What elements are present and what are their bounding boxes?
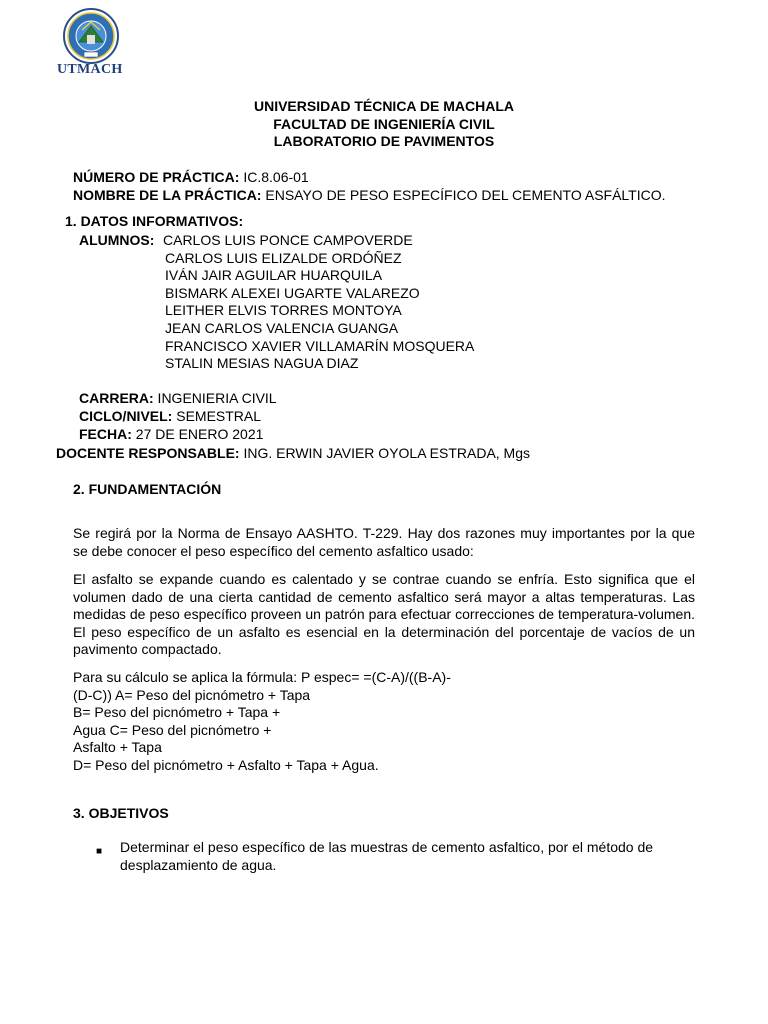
cycle-label: CICLO/NIVEL: xyxy=(79,408,173,424)
formula-line: B= Peso del picnómetro + Tapa + xyxy=(73,704,281,721)
paragraph-line: medidas de peso específico proveen un patrón para efectuar correcciones de temperatura-volumen. xyxy=(73,606,695,623)
fundamentation-paragraph-1 xyxy=(73,525,695,560)
formula-line: Agua C= Peso del picnómetro + xyxy=(73,721,272,738)
teacher-label: DOCENTE RESPONSABLE: xyxy=(56,445,240,461)
teacher-line xyxy=(56,445,530,461)
practice-number-value: IC.8.06-01 xyxy=(239,169,309,185)
date-label: FECHA: xyxy=(79,426,132,442)
objective-item xyxy=(120,839,680,874)
paragraph-line: volumen dado de una cierta cantidad de cemento asfaltico será mayor a altas temperaturas. Las xyxy=(73,588,695,605)
formula-line: Asfalto + Tapa xyxy=(73,739,162,756)
date-value: 27 DE ENERO 2021 xyxy=(131,426,264,442)
student-name: IVÁN JAIR AGUILAR HUARQUILA xyxy=(165,267,383,283)
faculty-title: FACULTAD DE INGENIERÍA CIVIL xyxy=(273,116,495,132)
section-3-title: 3. OBJETIVOS xyxy=(73,805,169,821)
date-line xyxy=(79,426,263,442)
formula-line: (D-C)) A= Peso del picnómetro + Tapa xyxy=(73,686,311,703)
formula-line: Para su cálculo se aplica la fórmula: P espec= =(C-A)/((B-A)- xyxy=(73,669,451,685)
practice-name-value: ENSAYO DE PESO ESPECÍFICO DEL CEMENTO ASFÁLTICO. xyxy=(261,187,666,203)
objective-line: Determinar el peso específico de las muestras de cemento asfaltico, por el método de xyxy=(120,839,654,855)
cycle-value: SEMESTRAL xyxy=(172,408,262,424)
objective-line: desplazamiento de agua. xyxy=(120,856,277,873)
paragraph-line: El peso específico de un asfalto es esencial en la determinación del porcentaje de vacíos de un xyxy=(73,623,695,640)
student-name: STALIN MESIAS NAGUA DIAZ xyxy=(165,355,359,371)
bullet-icon: ■ xyxy=(96,846,103,857)
student-name: CARLOS LUIS PONCE CAMPOVERDE xyxy=(163,232,413,248)
student-name: CARLOS LUIS ELIZALDE ORDÓÑEZ xyxy=(165,250,402,266)
logo-text: UTMACH xyxy=(57,62,123,77)
practice-number-line xyxy=(73,169,309,185)
university-title: UNIVERSIDAD TÉCNICA DE MACHALA xyxy=(253,98,515,114)
teacher-value: ING. ERWIN JAVIER OYOLA ESTRADA, Mgs xyxy=(239,445,531,461)
student-name: JEAN CARLOS VALENCIA GUANGA xyxy=(165,320,399,336)
formula-paragraph xyxy=(73,669,695,775)
student-name: LEITHER ELVIS TORRES MONTOYA xyxy=(165,302,402,318)
lab-title: LABORATORIO DE PAVIMENTOS xyxy=(273,133,495,149)
cycle-line xyxy=(79,408,261,424)
fundamentation-paragraph-2 xyxy=(73,571,695,659)
career-label: CARRERA: xyxy=(79,390,154,406)
career-line xyxy=(79,390,277,406)
paragraph-line: El asfalto se expande cuando es calentado y se contrae cuando se enfría. Esto significa que el xyxy=(73,571,695,587)
paragraph-line: Se regirá por la Norma de Ensayo AASHTO. T-229. Hay dos razones muy importantes por la que xyxy=(73,525,695,541)
student-name: BISMARK ALEXEI UGARTE VALAREZO xyxy=(165,285,420,301)
section-2-title: 2. FUNDAMENTACIÓN xyxy=(73,481,222,497)
paragraph-line: pavimento compactado. xyxy=(73,641,222,658)
students-label: ALUMNOS: xyxy=(79,232,155,248)
formula-line: D= Peso del picnómetro + Asfalto + Tapa + Agua. xyxy=(73,756,379,773)
practice-name-line xyxy=(73,187,666,203)
paragraph-line: se debe conocer el peso específico del cemento asfaltico usado: xyxy=(73,542,474,559)
career-value: INGENIERIA CIVIL xyxy=(153,390,277,406)
section-1-title: 1. DATOS INFORMATIVOS: xyxy=(65,213,244,229)
practice-number-label: NÚMERO DE PRÁCTICA: xyxy=(73,169,240,185)
student-name: FRANCISCO XAVIER VILLAMARÍN MOSQUERA xyxy=(165,338,475,354)
practice-name-label: NOMBRE DE LA PRÁCTICA: xyxy=(73,187,262,203)
